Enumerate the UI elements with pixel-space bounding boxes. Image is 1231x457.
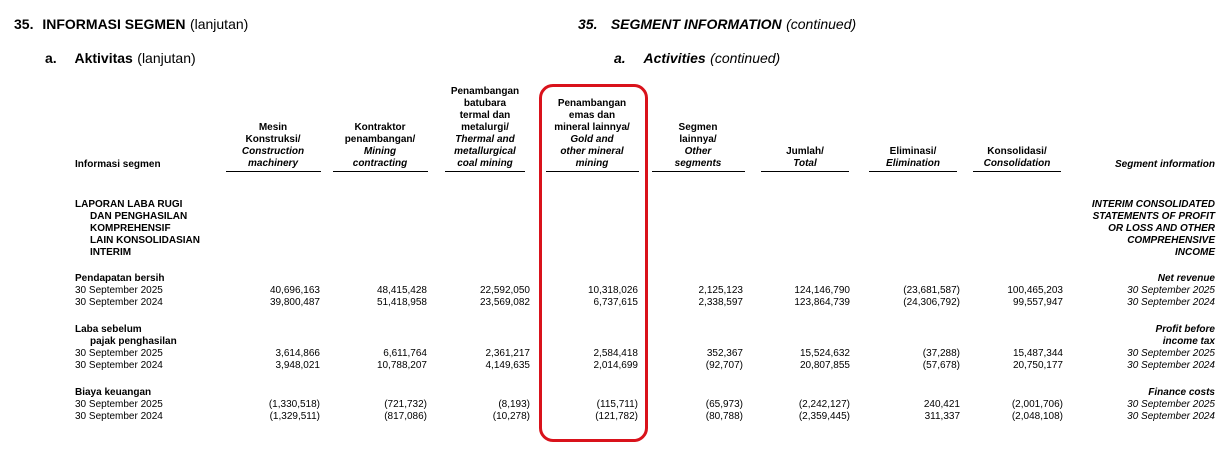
section-heading-id: 35. INFORMASI SEGMEN (lanjutan) — [14, 16, 249, 32]
column-header-en-line: Total — [793, 158, 817, 169]
table-cell: 311,337 — [924, 411, 960, 422]
table-cell: 23,569,082 — [479, 297, 530, 308]
column-header-en-line: metallurgical — [454, 146, 516, 157]
group-title-en: income tax — [1162, 336, 1215, 347]
table-cell: 10,788,207 — [376, 360, 427, 371]
row-label-en: 30 September 2024 — [1127, 297, 1215, 308]
column-header — [333, 122, 428, 172]
table-cell: (37,288) — [922, 348, 960, 359]
table-cell: (121,782) — [595, 411, 638, 422]
table-cell: 2,014,699 — [593, 360, 638, 371]
column-header-underline — [226, 171, 321, 172]
table-cell: 40,696,163 — [269, 285, 320, 296]
column-header-id-line: Kontraktor — [354, 122, 406, 133]
table-cell: (8,193) — [498, 399, 530, 410]
row-label-en: 30 September 2024 — [1127, 411, 1215, 422]
row-label: 30 September 2024 — [75, 360, 163, 371]
table-cell: 6,611,764 — [383, 348, 427, 359]
column-header-id-line: Penambangan — [450, 86, 520, 97]
column-header-en-line: Construction — [241, 146, 305, 157]
row-label-en: 30 September 2025 — [1127, 348, 1215, 359]
table-cell: (2,048,108) — [1011, 411, 1063, 422]
table-cell: 20,807,855 — [799, 360, 850, 371]
column-header-en-line: segments — [674, 158, 722, 169]
table-cell: (57,678) — [922, 360, 960, 371]
table-cell: 3,614,866 — [275, 348, 320, 359]
group-title-en: Finance costs — [1148, 387, 1215, 398]
group-title-id: pajak penghasilan — [90, 336, 177, 347]
statement-title-en-line: INTERIM CONSOLIDATED — [1091, 199, 1215, 210]
section-heading-en: 35. SEGMENT INFORMATION (continued) — [578, 16, 857, 32]
statement-title-id-line: KOMPREHENSIF — [90, 223, 171, 234]
table-cell: 48,415,428 — [376, 285, 427, 296]
table-cell: 2,338,597 — [698, 297, 743, 308]
table-cell: (2,359,445) — [798, 411, 850, 422]
column-header-en-line: machinery — [247, 158, 299, 169]
column-header-en-line: other mineral — [560, 146, 624, 157]
table-cell: (65,973) — [705, 399, 743, 410]
statement-title-id-line: LAIN KONSOLIDASIAN — [90, 235, 200, 246]
column-header-en-line: mining — [575, 158, 609, 169]
table-cell: 15,524,632 — [799, 348, 850, 359]
row-label-en: 30 September 2025 — [1127, 399, 1215, 410]
statement-title-en-line: STATEMENTS OF PROFIT — [1092, 211, 1215, 222]
group-title-id: Biaya keuangan — [75, 387, 152, 398]
group-title-en: Net revenue — [1157, 273, 1215, 284]
table-cell: 10,318,026 — [587, 285, 638, 296]
table-cell: (1,330,518) — [268, 399, 320, 410]
row-label: 30 September 2025 — [75, 399, 163, 410]
column-header-en-line: Other — [684, 146, 712, 157]
table-cell: (24,306,792) — [903, 297, 960, 308]
row-label: 30 September 2025 — [75, 285, 163, 296]
column-header-id-line: Konsolidasi/ — [987, 146, 1047, 157]
column-header-id-line: Penambangan — [557, 98, 627, 109]
column-header-id-line: Segmen — [678, 122, 718, 133]
table-cell: 20,750,177 — [1012, 360, 1063, 371]
column-header-id-line: metalurgi/ — [461, 122, 509, 133]
statement-title-id-line: INTERIM — [90, 247, 132, 258]
row-label-en: 30 September 2025 — [1127, 285, 1215, 296]
column-header-id-line: batubara — [463, 98, 507, 109]
subheading-en: a. Activities (continued) — [614, 50, 781, 66]
column-header-id-line: Mesin — [258, 122, 288, 133]
row-label-en: 30 September 2024 — [1127, 360, 1215, 371]
column-header — [761, 146, 849, 172]
subheading-id: a. Aktivitas (lanjutan) — [45, 50, 196, 66]
column-header-en-line: Gold and — [570, 134, 614, 145]
table-cell: (92,707) — [705, 360, 743, 371]
column-header — [652, 122, 745, 172]
left-column-header: Informasi segmen — [75, 159, 161, 170]
table-cell: (2,001,706) — [1011, 399, 1063, 410]
column-header-underline — [333, 171, 428, 172]
column-header-id-line: mineral lainnya/ — [554, 122, 630, 133]
table-cell: 100,465,203 — [1007, 285, 1063, 296]
table-cell: 2,584,418 — [593, 348, 638, 359]
table-cell: 39,800,487 — [269, 297, 320, 308]
table-cell: (2,242,127) — [798, 399, 850, 410]
column-header-en-line: coal mining — [457, 158, 513, 169]
table-cell: (80,788) — [705, 411, 743, 422]
column-header-en-line: Consolidation — [983, 158, 1051, 169]
row-label: 30 September 2024 — [75, 411, 163, 422]
column-header-id-line: Jumlah/ — [786, 146, 824, 157]
column-header-id-line: Konstruksi/ — [245, 134, 301, 145]
table-cell: (115,711) — [596, 399, 638, 410]
column-header-underline — [445, 171, 525, 172]
table-cell: 6,737,615 — [593, 297, 638, 308]
table-cell: 240,421 — [923, 399, 960, 410]
statement-title-en-line: OR LOSS AND OTHER — [1108, 223, 1215, 234]
table-cell: (721,732) — [384, 399, 427, 410]
column-header-en-line: Thermal and — [455, 134, 515, 145]
table-cell: 124,146,790 — [794, 285, 850, 296]
table-cell: 22,592,050 — [479, 285, 530, 296]
table-cell: 2,361,217 — [485, 348, 530, 359]
column-header-id-line: penambangan/ — [344, 134, 416, 145]
column-header — [869, 146, 957, 172]
column-header-id-line: lainnya/ — [679, 134, 717, 145]
column-header-en-line: Elimination — [886, 158, 940, 169]
row-label: 30 September 2025 — [75, 348, 163, 359]
column-header-en-line: contracting — [352, 158, 408, 169]
table-cell: 352,367 — [706, 348, 743, 359]
table-cell: (817,086) — [384, 411, 427, 422]
statement-title-id-line: DAN PENGHASILAN — [90, 211, 188, 222]
column-header-underline — [869, 171, 957, 172]
table-cell: 51,418,958 — [376, 297, 427, 308]
table-cell: 15,487,344 — [1012, 348, 1063, 359]
table-cell: 3,948,021 — [275, 360, 320, 371]
table-cell: (1,329,511) — [269, 411, 320, 422]
column-header — [973, 146, 1061, 172]
group-title-en: Profit before — [1155, 324, 1215, 335]
group-title-id: Laba sebelum — [75, 324, 142, 335]
table-cell: 123,864,739 — [794, 297, 850, 308]
right-column-header: Segment information — [1114, 159, 1215, 170]
statement-title-en-line: COMPREHENSIVE — [1127, 235, 1215, 246]
column-header — [445, 86, 525, 172]
column-header-en-line: Mining — [363, 146, 397, 157]
column-header — [226, 122, 321, 172]
highlight-box — [539, 84, 648, 442]
column-header-id-line: emas dan — [568, 110, 616, 121]
row-label: 30 September 2024 — [75, 297, 163, 308]
statement-title-id-line: LAPORAN LABA RUGI — [75, 199, 183, 210]
group-title-id: Pendapatan bersih — [75, 273, 165, 284]
table-cell: 4,149,635 — [485, 360, 530, 371]
column-header-underline — [761, 171, 849, 172]
column-header-id-line: termal dan — [459, 110, 511, 121]
table-cell: (23,681,587) — [903, 285, 960, 296]
column-header-underline — [652, 171, 745, 172]
table-cell: 99,557,947 — [1012, 297, 1063, 308]
table-cell: 2,125,123 — [698, 285, 743, 296]
table-cell: (10,278) — [492, 411, 530, 422]
column-header-underline — [973, 171, 1061, 172]
column-header-id-line: Eliminasi/ — [889, 146, 937, 157]
statement-title-en-line: INCOME — [1175, 247, 1215, 258]
